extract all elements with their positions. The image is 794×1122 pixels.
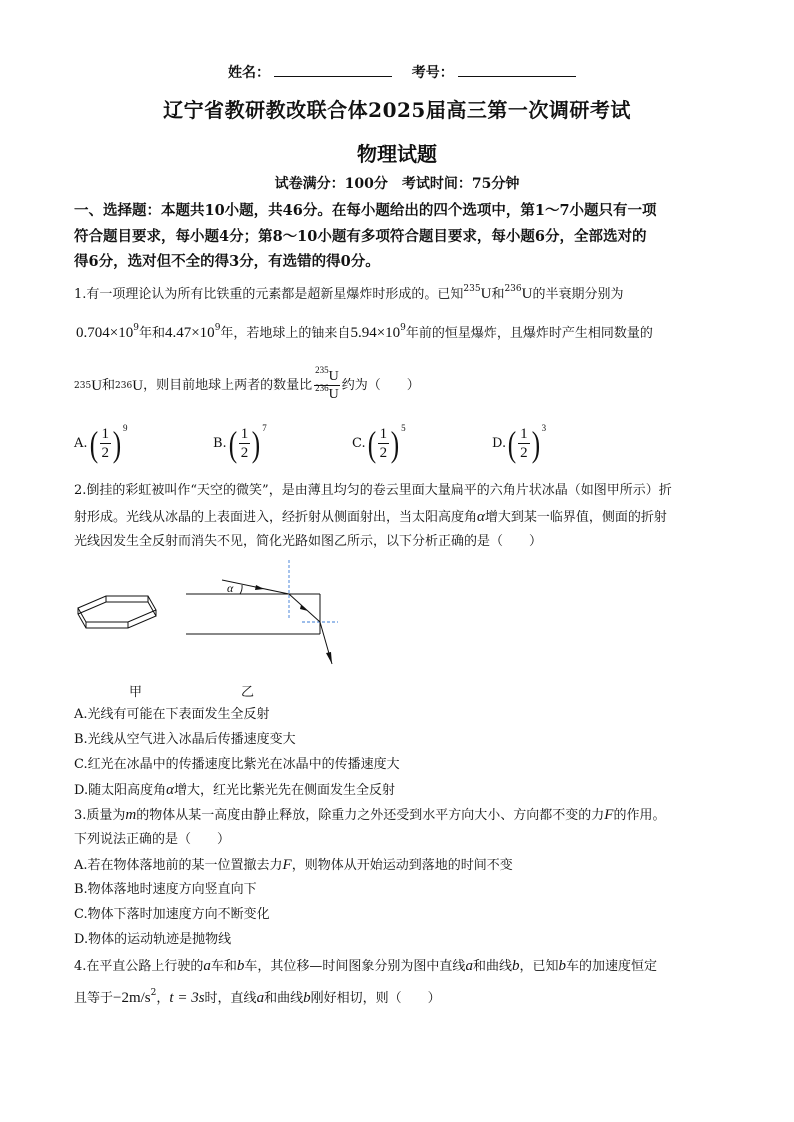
- q1-text: 年前的恒星爆炸，且爆炸时产生相同数量的: [405, 326, 653, 341]
- q4-text: 车和: [210, 959, 237, 974]
- curve-b-symbol: b: [303, 990, 311, 1006]
- q2-line2: [74, 507, 667, 528]
- option-exponent: 9: [123, 423, 128, 433]
- q2-option-a[interactable]: A.光线有可能在下表面发生全反射: [74, 707, 270, 722]
- right-paren: ): [390, 423, 400, 464]
- q2-line1: 2.倒挂的彩虹被叫作“天空的微笑”，是由薄且均匀的卷云里面大量扁平的六角片状冰晶（如图甲所示）折: [74, 483, 672, 498]
- frac-den: 2: [520, 445, 528, 461]
- figure-label-yi: 乙: [241, 685, 255, 700]
- half-life-236: 4.47×10: [164, 325, 215, 341]
- half-life-235: 0.704×10: [76, 325, 134, 341]
- exponent: 9: [214, 323, 221, 333]
- left-paren: (: [89, 423, 98, 464]
- q2-text: 增大，红光比紫光先在侧面发生全反射: [173, 783, 395, 798]
- section-instructions: [74, 198, 724, 275]
- q3-option-c[interactable]: C.物体下落时加速度方向不断变化: [74, 907, 270, 922]
- option-fraction: [378, 425, 390, 462]
- frac-den: 2: [101, 445, 110, 461]
- q1-text: 1.有一项理论认为所有比铁重的元素都是超新星爆炸时形成的。已知: [74, 287, 464, 302]
- q1-option-a[interactable]: [74, 425, 128, 462]
- q4-text: 且等于: [74, 991, 114, 1006]
- q3-option-b[interactable]: B.物体落地时速度方向竖直向下: [74, 882, 257, 897]
- figure-alpha-label: α: [227, 581, 234, 595]
- q4-line1: [74, 956, 657, 977]
- q4-text: 车的加速度恒定: [565, 959, 657, 974]
- frac-den: 2: [240, 445, 249, 461]
- q4-text: ，: [156, 991, 170, 1006]
- section-line: 得6分，选对但不全的得3分，有选错的得0分。: [74, 253, 380, 270]
- q3-text: 的作用。: [613, 808, 666, 823]
- section-line: 一、选择题：本题共10小题，共46分。在每小题给出的四个选项中，第1～7小题只有一项: [74, 202, 657, 219]
- q1-line2: [76, 323, 653, 344]
- exam-id-blank: [458, 62, 576, 77]
- frac-num: 1: [101, 426, 110, 442]
- q4-text: ，已知: [519, 959, 559, 974]
- figure-label-jia: 甲: [129, 685, 143, 700]
- frac-num: 1: [520, 426, 528, 442]
- q3-text: 3.质量为: [74, 808, 126, 823]
- section-line: 符合题目要求，每小题4分；第8～10小题有多项符合题目要求，每小题6分，全部选对的: [74, 227, 647, 245]
- q1-text: 和: [102, 377, 116, 393]
- uranium-symbol: U: [480, 286, 492, 302]
- right-paren: ): [251, 423, 261, 464]
- q1-text: 的半衰期分别为: [532, 287, 624, 302]
- option-fraction: [518, 425, 530, 462]
- alpha-symbol: α: [166, 782, 174, 798]
- explosion-time: 5.94×10: [350, 325, 401, 341]
- exam-id-label: 考号：: [411, 65, 454, 81]
- left-paren: (: [228, 423, 237, 464]
- frac-den: 2: [379, 445, 388, 461]
- q1-text: 年和: [138, 326, 165, 341]
- option-exponent: 7: [262, 423, 267, 433]
- q1-text: 约为（ ）: [341, 377, 420, 393]
- option-letter: B.: [213, 436, 227, 451]
- q4-text: 4.在平直公路上行驶的: [74, 959, 204, 974]
- iso-mass: 235: [315, 365, 329, 375]
- option-exponent: 3: [541, 423, 547, 433]
- exam-subtitle: 物理试题: [357, 142, 437, 166]
- q2-text: 增大到某一临界值，侧面的折射: [484, 510, 667, 525]
- exponent: 2: [150, 988, 157, 998]
- q2-option-c[interactable]: C.红光在冰晶中的传播速度比紫光在冰晶中的传播速度大: [74, 757, 400, 772]
- curve-b-symbol: b: [511, 958, 520, 974]
- right-paren: ): [531, 423, 540, 464]
- right-paren: ): [112, 423, 122, 464]
- option-exponent: 5: [401, 423, 406, 433]
- q3-line1: [74, 805, 665, 826]
- q1-option-d[interactable]: [492, 425, 546, 462]
- q1-text: 和: [491, 287, 505, 302]
- q4-text: 和曲线: [264, 991, 304, 1006]
- hexagonal-crystal-figure: [78, 596, 156, 628]
- q1-line3: 235 U 和 236 U ，则目前地球上两者的数量比 $\frac{^{235}U}{^{236}U}$ 约为（ ）: [74, 365, 420, 402]
- name-label: 姓名：: [228, 65, 270, 81]
- iso-mass: 236: [315, 383, 329, 393]
- q2-option-b[interactable]: B.光线从空气进入冰晶后传播速度变大: [74, 732, 296, 747]
- uranium-symbol: U: [328, 387, 339, 402]
- q2-text: D.随太阳高度角: [74, 783, 167, 798]
- acceleration-value: −2m/s: [113, 990, 151, 1006]
- option-letter: D.: [492, 436, 507, 451]
- q3-text: 的物体从某一高度由静止释放，除重力之外还受到水平方向大小、方向都不变的力: [136, 808, 605, 823]
- light-path-figure: [186, 560, 338, 664]
- q3-option-a[interactable]: [74, 855, 513, 876]
- line-a-symbol: a: [465, 958, 473, 974]
- car-b-symbol: b: [558, 958, 566, 974]
- iso-mass: 235: [463, 284, 481, 294]
- uranium-symbol: U: [91, 377, 103, 394]
- iso-mass: 236: [504, 284, 522, 294]
- q2-figures: [70, 560, 370, 700]
- force-symbol: F: [282, 857, 292, 873]
- option-letter: A.: [74, 436, 88, 451]
- q4-text: 时，直线: [204, 991, 257, 1006]
- car-a-symbol: a: [203, 958, 211, 974]
- option-letter: C.: [352, 436, 366, 451]
- frac-num: 1: [240, 426, 249, 442]
- q2-line3: 光线因发生全反射而消失不见，简化光路如图乙所示，以下分析正确的是（ ）: [74, 534, 543, 549]
- q3-option-d[interactable]: D.物体的运动轨迹是抛物线: [74, 932, 232, 947]
- option-fraction: [100, 425, 112, 462]
- time-value: t = 3s: [169, 990, 205, 1006]
- exponent: 9: [400, 323, 406, 333]
- mass-symbol: m: [125, 807, 137, 823]
- left-paren: (: [507, 423, 517, 464]
- alpha-symbol: α: [477, 509, 485, 525]
- exam-meta: 试卷满分：100分 考试时间：75分钟: [274, 176, 520, 192]
- q3-text: ，则物体从开始运动到落地的时间不变: [291, 858, 513, 873]
- q1-option-c[interactable]: [352, 425, 406, 462]
- uranium-symbol: U: [328, 369, 339, 384]
- q3-line2: 下列说法正确的是（ ）: [74, 832, 231, 847]
- exponent: 9: [133, 323, 139, 333]
- uranium-symbol: U: [132, 377, 144, 394]
- uranium-symbol: U: [521, 286, 533, 302]
- q1-line1: [74, 284, 624, 305]
- option-fraction: [239, 425, 251, 462]
- q3-text: A.若在物体落地前的某一位置撤去力: [74, 858, 283, 873]
- q1-text: ，则目前地球上两者的数量比: [143, 377, 313, 393]
- exam-title: 辽宁省教研教改联合体2025届高三第一次调研考试: [163, 98, 631, 122]
- line-a-symbol: a: [256, 990, 265, 1006]
- q2-option-d[interactable]: [74, 780, 395, 801]
- q2-text: 射形成。光线从冰晶的上表面进入，经折射从侧面射出，当太阳高度角: [74, 510, 478, 525]
- q4-text: 刚好相切，则（ ）: [310, 991, 441, 1006]
- force-symbol: F: [604, 807, 614, 823]
- q4-text: 和曲线: [472, 959, 512, 974]
- frac-num: 1: [379, 426, 388, 442]
- name-blank: [274, 62, 392, 77]
- candidate-header: [228, 62, 576, 82]
- ratio-fraction: [314, 365, 340, 403]
- q1-option-b[interactable]: [213, 425, 267, 462]
- q4-text: 车，其位移—时间图象分别为图中直线: [244, 959, 466, 974]
- left-paren: (: [367, 423, 376, 464]
- car-b-symbol: b: [236, 958, 245, 974]
- q1-text: 年，若地球上的铀来自: [220, 326, 351, 341]
- q4-line2: [74, 988, 441, 1009]
